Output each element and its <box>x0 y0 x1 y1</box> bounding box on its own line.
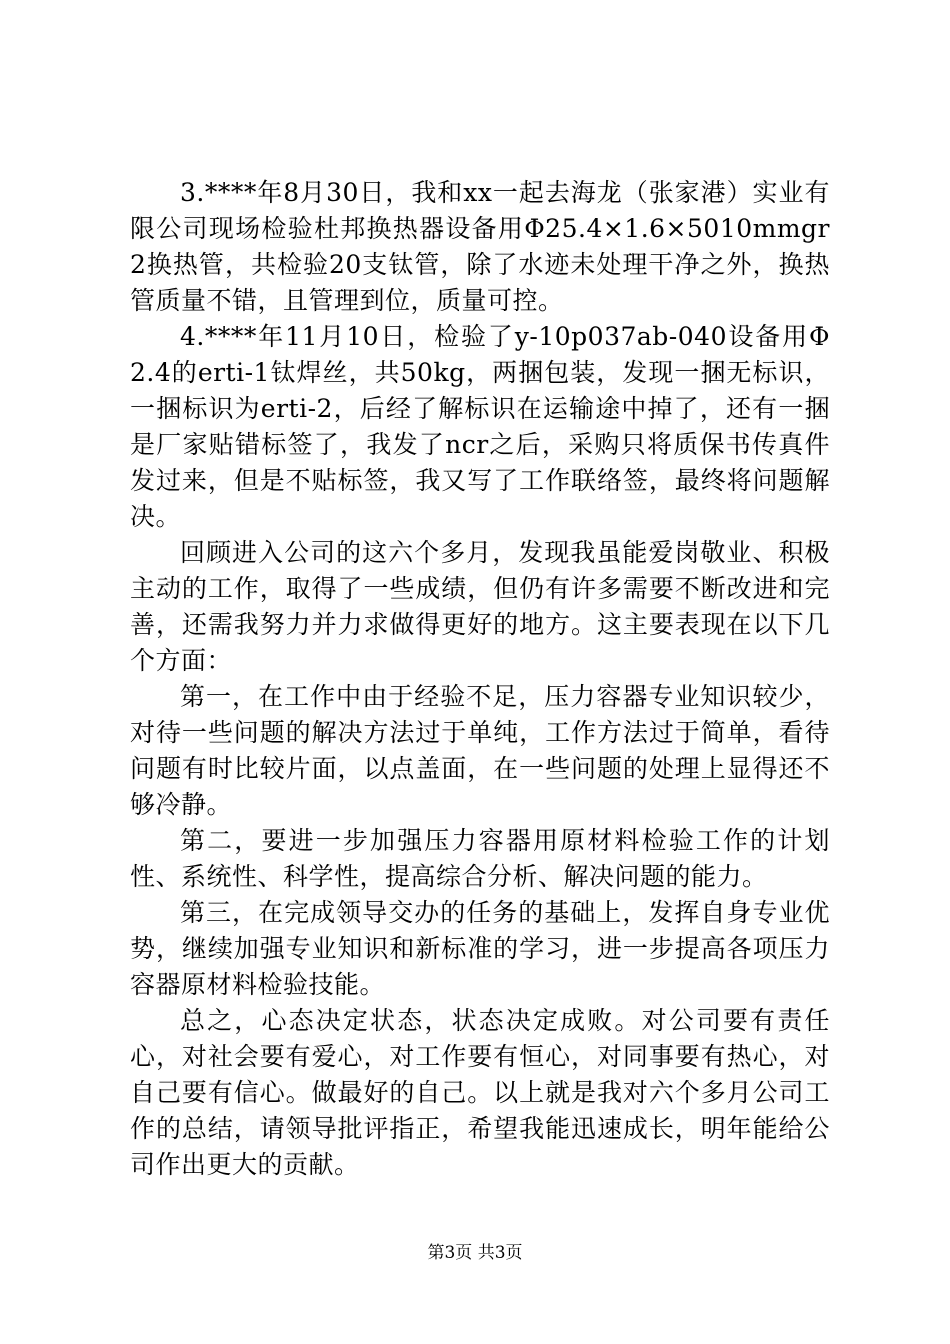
page-number-footer: 第3页 共3页 <box>427 1243 523 1263</box>
paragraph-summary: 总之，心态决定状态，状态决定成败。对公司要有责任心，对社会要有爱心，对工作要有恒心，对同事要有热心，对自己要有信心。做最好的自己。以上就是我对六个多月公司工作的总结，请领导批评指正，希望我能迅速成长，明年能给公司作出更大的贡献。 <box>130 1006 830 1179</box>
paragraph-second: 第二，要进一步加强压力容器用原材料检验工作的计划性、系统性、科学性，提高综合分析、解决问题的能力。 <box>130 826 830 891</box>
paragraph-item-4: 4.****年11月10日，检验了y-10p037ab-040设备用Φ2.4的erti-1钛焊丝，共50kg，两捆包装，发现一捆无标识，一捆标识为erti-2，后经了解标识在运输途中掉了，还有一捆是厂家贴错标签了，我发了ncr之后，采购只将质保书传真件发过来，但是不贴标签，我又写了工作联络签，最终将问题解决。 <box>130 322 830 531</box>
paragraph-review: 回顾进入公司的这六个多月，发现我虽能爱岗敬业、积极主动的工作，取得了一些成绩，但仍有许多需要不断改进和完善，还需我努力并力求做得更好的地方。这主要表现在以下几个方面： <box>130 538 830 675</box>
paragraph-item-3: 3.****年8月30日，我和xx一起去海龙（张家港）实业有限公司现场检验杜邦换热器设备用Φ25.4×1.6×5010mmgr2换热管，共检验20支钛管，除了水迹未处理干净之外，换热管质量不错，且管理到位，质量可控。 <box>130 178 830 315</box>
document-body <box>130 175 830 1183</box>
paragraph-third: 第三，在完成领导交办的任务的基础上，发挥自身专业优势，继续加强专业知识和新标准的学习，进一步提高各项压力容器原材料检验技能。 <box>130 898 830 999</box>
paragraph-first: 第一，在工作中由于经验不足，压力容器专业知识较少，对待一些问题的解决方法过于单纯，工作方法过于简单，看待问题有时比较片面，以点盖面，在一些问题的处理上显得还不够冷静。 <box>130 682 830 819</box>
